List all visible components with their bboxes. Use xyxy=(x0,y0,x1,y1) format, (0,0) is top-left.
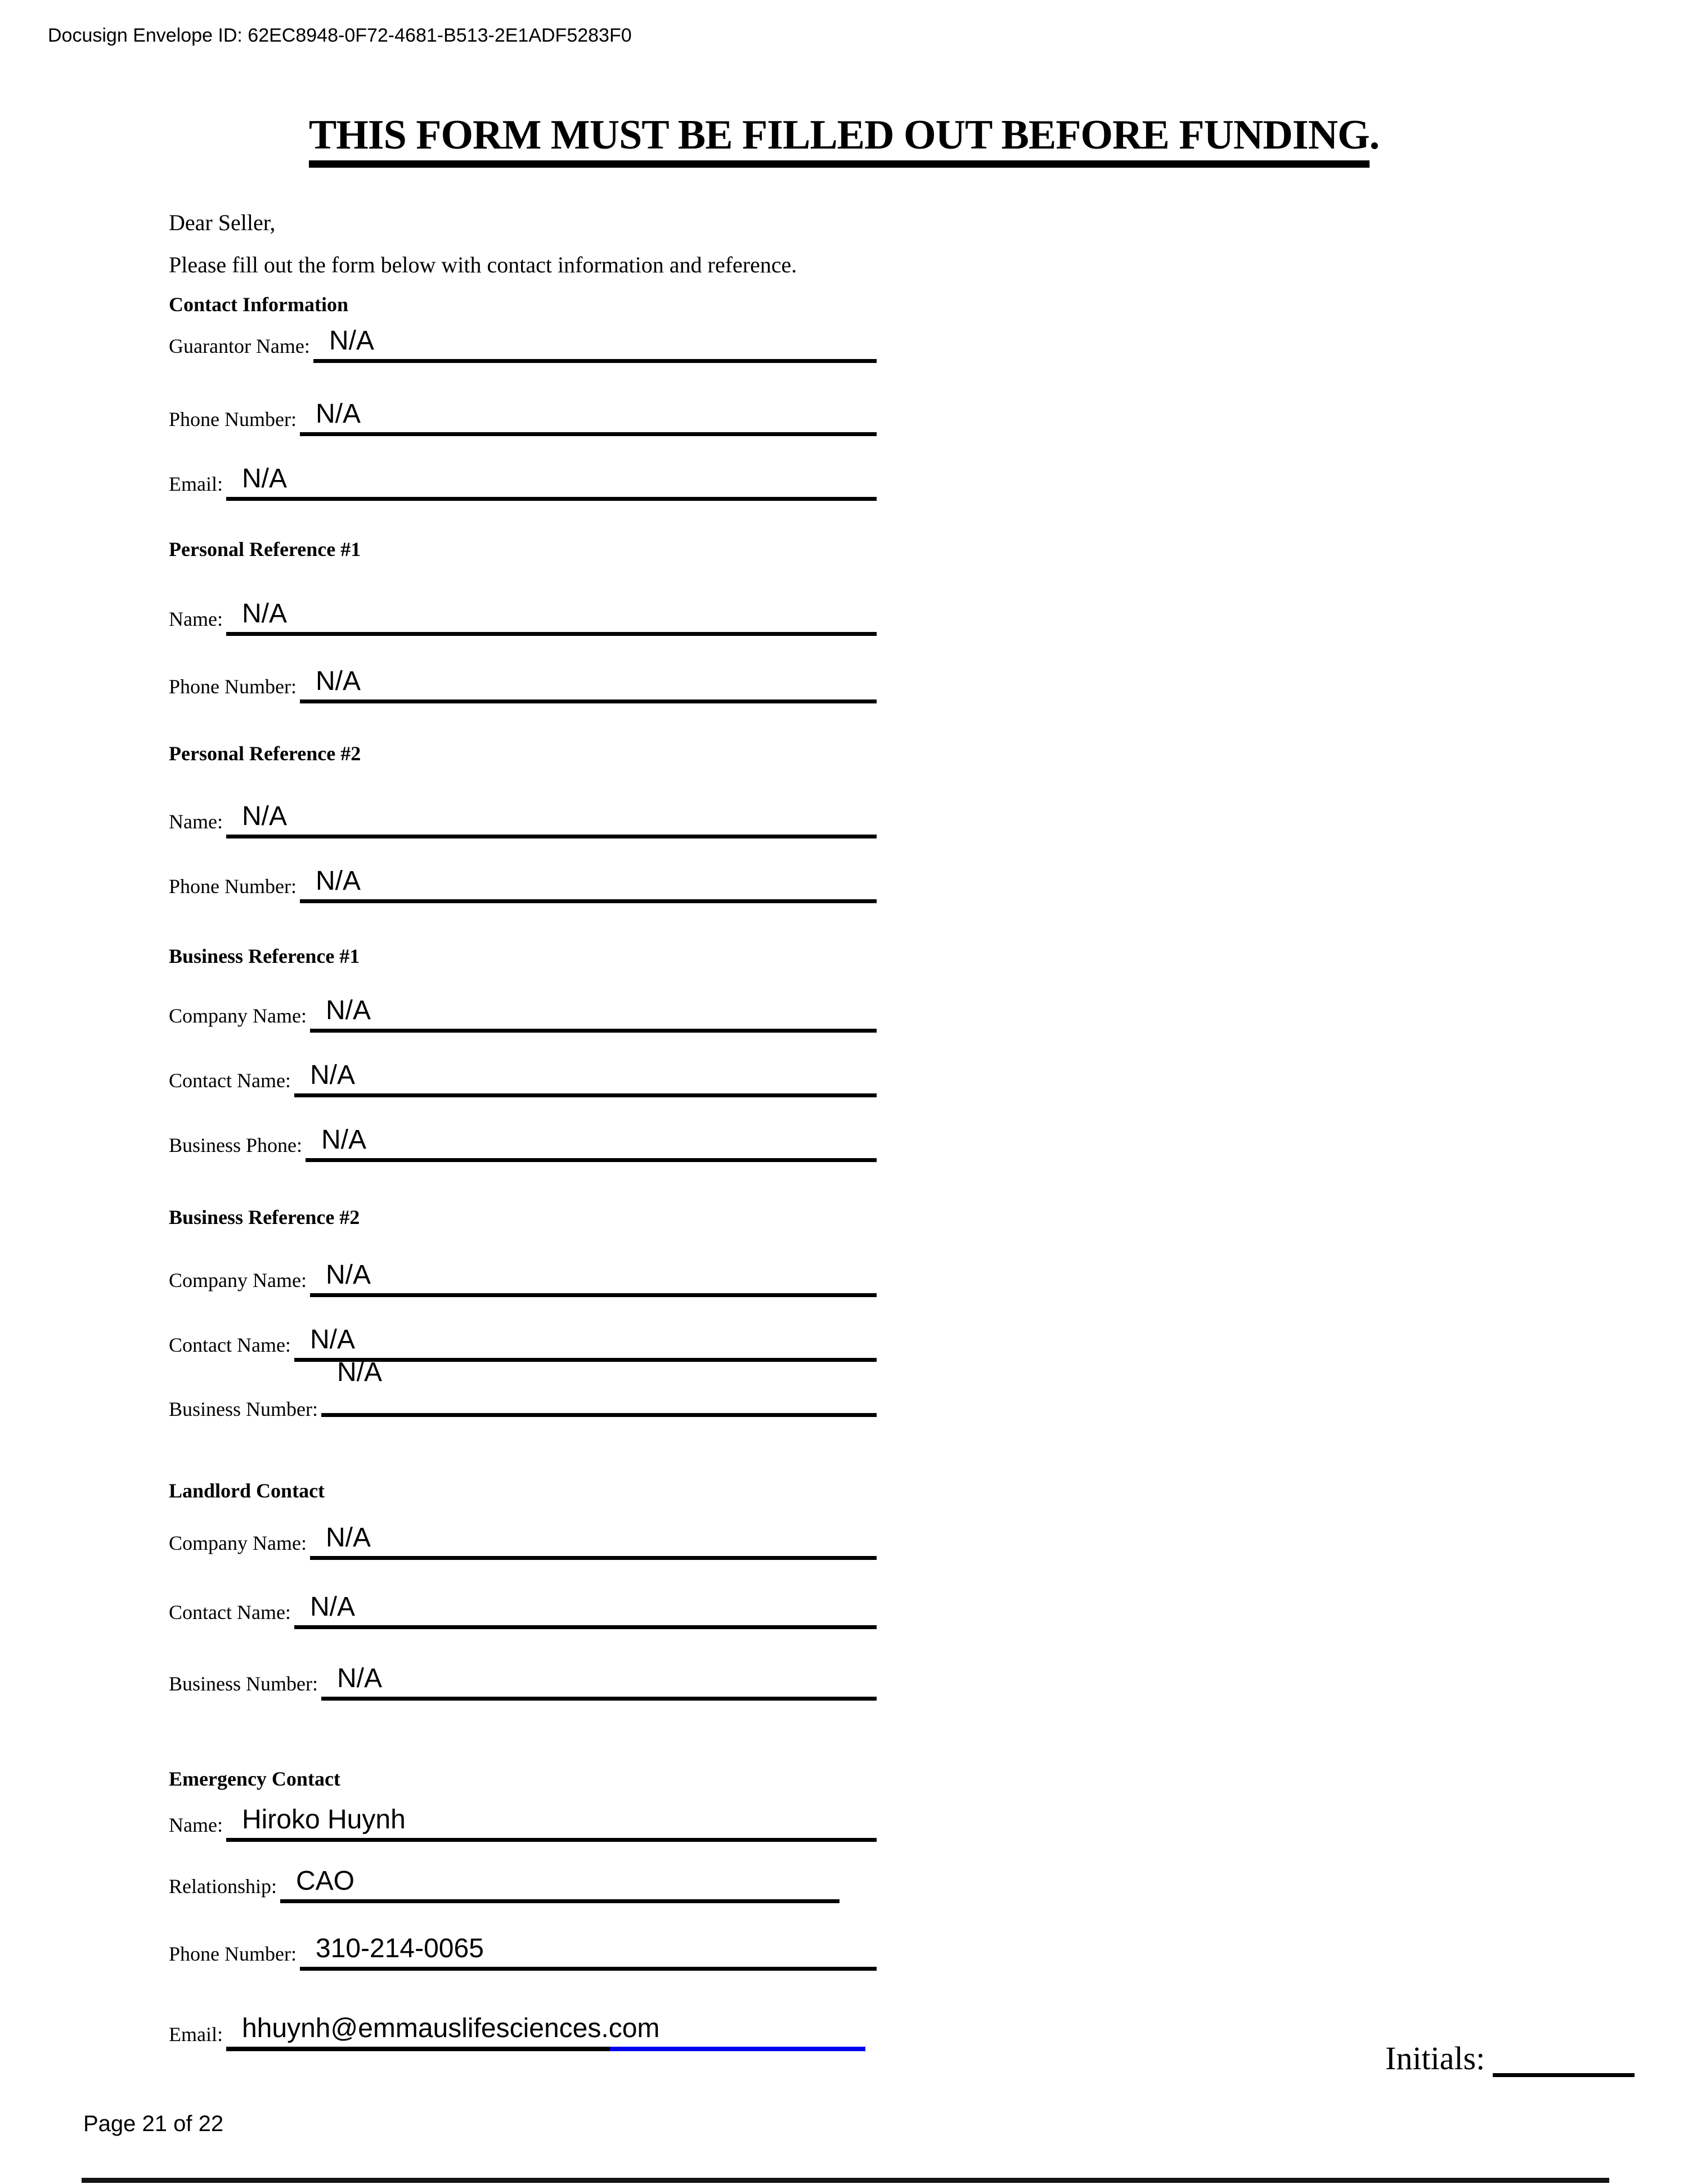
field-value: N/A xyxy=(315,666,361,696)
field-row-emergency-relationship xyxy=(169,1847,839,1903)
field-label: Phone Number: xyxy=(169,408,297,430)
field-row-pr2-phone xyxy=(169,847,877,903)
br2-contact-input-line[interactable] xyxy=(294,1306,877,1362)
field-row-phone-number-1 xyxy=(169,380,877,436)
field-label: Contact Name: xyxy=(169,1601,291,1624)
br1-business-phone-input-line[interactable] xyxy=(306,1106,877,1162)
field-row-landlord-contact xyxy=(169,1573,877,1629)
initials-label: Initials: xyxy=(1385,2040,1485,2077)
section-heading-contact-information: Contact Information xyxy=(169,293,348,316)
field-value: N/A xyxy=(315,866,361,896)
field-label: Business Number: xyxy=(169,1672,318,1695)
page-title xyxy=(0,111,1688,159)
field-label: Phone Number: xyxy=(169,675,297,698)
field-value: N/A xyxy=(241,801,287,831)
field-label: Name: xyxy=(169,1814,223,1836)
field-value: N/A xyxy=(309,1060,355,1090)
field-label: Email: xyxy=(169,2023,223,2046)
landlord-business-number-input-line[interactable] xyxy=(321,1644,877,1701)
field-label: Contact Name: xyxy=(169,1334,291,1356)
field-label: Relationship: xyxy=(169,1875,277,1898)
field-row-landlord-business-number xyxy=(169,1644,877,1701)
field-label: Contact Name: xyxy=(169,1069,291,1092)
field-label: Phone Number: xyxy=(169,875,297,898)
section-heading-business-reference-1: Business Reference #1 xyxy=(169,945,360,967)
field-label: Guarantor Name: xyxy=(169,335,310,357)
pr1-name-input-line[interactable] xyxy=(226,580,877,636)
field-label: Company Name: xyxy=(169,1532,307,1554)
phone-number-input-line[interactable] xyxy=(300,380,877,436)
initials-blank-line[interactable] xyxy=(1493,2036,1635,2077)
greeting-text: Dear Seller, xyxy=(169,210,276,235)
field-value: N/A xyxy=(325,1523,371,1553)
field-row-br2-company xyxy=(169,1241,877,1297)
field-value: N/A xyxy=(337,1663,383,1693)
page-title-period: . xyxy=(1369,112,1380,158)
field-value: 310-214-0065 xyxy=(315,1934,484,1963)
field-label: Email: xyxy=(169,473,223,495)
field-value: N/A xyxy=(241,599,287,629)
docusign-envelope-id: Docusign Envelope ID: 62EC8948-0F72-4681-B513-2E1ADF5283F0 xyxy=(48,25,632,46)
br2-company-input-line[interactable] xyxy=(310,1241,877,1297)
field-value: N/A xyxy=(337,1357,383,1387)
field-row-br2-contact xyxy=(169,1306,877,1362)
section-heading-landlord-contact: Landlord Contact xyxy=(169,1479,325,1502)
field-label: Company Name: xyxy=(169,1269,307,1291)
field-value: N/A xyxy=(325,1260,371,1290)
page-number: Page 21 of 22 xyxy=(83,2111,224,2136)
field-value: N/A xyxy=(329,326,374,356)
field-row-email-1 xyxy=(169,445,877,501)
field-row-br1-business-phone xyxy=(169,1106,877,1162)
field-label: Business Number: xyxy=(169,1398,318,1420)
field-value: N/A xyxy=(241,464,287,494)
field-value: N/A xyxy=(309,1325,355,1355)
email-link-text[interactable]: hhuynh@emmauslifesciences.com xyxy=(241,2013,660,2043)
emergency-phone-input-line[interactable] xyxy=(300,1914,877,1971)
field-label: Company Name: xyxy=(169,1004,307,1027)
field-value: N/A xyxy=(309,1592,355,1622)
br2-business-number-input-line[interactable] xyxy=(321,1357,877,1417)
landlord-contact-input-line[interactable] xyxy=(294,1573,877,1629)
field-row-pr1-phone xyxy=(169,647,877,703)
field-row-pr1-name xyxy=(169,580,877,636)
field-row-pr2-name xyxy=(169,782,877,838)
footer-rule xyxy=(82,2178,1609,2183)
br1-company-input-line[interactable] xyxy=(310,976,877,1033)
field-row-emergency-phone xyxy=(169,1914,877,1971)
field-label: Phone Number: xyxy=(169,1943,297,1965)
initials-block xyxy=(1385,2036,1635,2077)
pr2-phone-input-line[interactable] xyxy=(300,847,877,903)
email-input-line[interactable] xyxy=(226,445,877,501)
pr2-name-input-line[interactable] xyxy=(226,782,877,838)
field-value: N/A xyxy=(325,995,371,1025)
field-label: Name: xyxy=(169,608,223,630)
emergency-name-input-line[interactable] xyxy=(226,1786,877,1842)
pr1-phone-input-line[interactable] xyxy=(300,647,877,703)
section-heading-business-reference-2: Business Reference #2 xyxy=(169,1206,360,1228)
field-row-emergency-email xyxy=(169,1995,865,2051)
field-label: Business Phone: xyxy=(169,1134,303,1156)
emergency-email-input-line[interactable] xyxy=(226,1995,865,2051)
field-value: N/A xyxy=(321,1125,367,1155)
guarantor-name-input-line[interactable] xyxy=(313,307,877,363)
field-row-guarantor-name xyxy=(169,307,877,363)
section-heading-personal-reference-2: Personal Reference #2 xyxy=(169,742,361,765)
field-row-landlord-company xyxy=(169,1504,877,1560)
field-value: CAO xyxy=(296,1866,355,1896)
section-heading-personal-reference-1: Personal Reference #1 xyxy=(169,538,361,560)
field-row-br1-company xyxy=(169,976,877,1033)
field-value: Hiroko Huynh xyxy=(241,1805,406,1835)
field-row-emergency-name xyxy=(169,1786,877,1842)
br1-contact-input-line[interactable] xyxy=(294,1041,877,1097)
instruction-text: Please fill out the form below with contact information and reference. xyxy=(169,252,797,277)
field-label: Name: xyxy=(169,810,223,833)
field-row-br2-business-number xyxy=(169,1357,877,1420)
field-row-br1-contact xyxy=(169,1041,877,1097)
emergency-relationship-input-line[interactable] xyxy=(280,1847,839,1903)
section-heading-emergency-contact: Emergency Contact xyxy=(169,1768,340,1790)
field-value: N/A xyxy=(315,399,361,429)
landlord-company-input-line[interactable] xyxy=(310,1504,877,1560)
page-title-text: THIS FORM MUST BE FILLED OUT BEFORE FUNDING xyxy=(309,112,1370,168)
